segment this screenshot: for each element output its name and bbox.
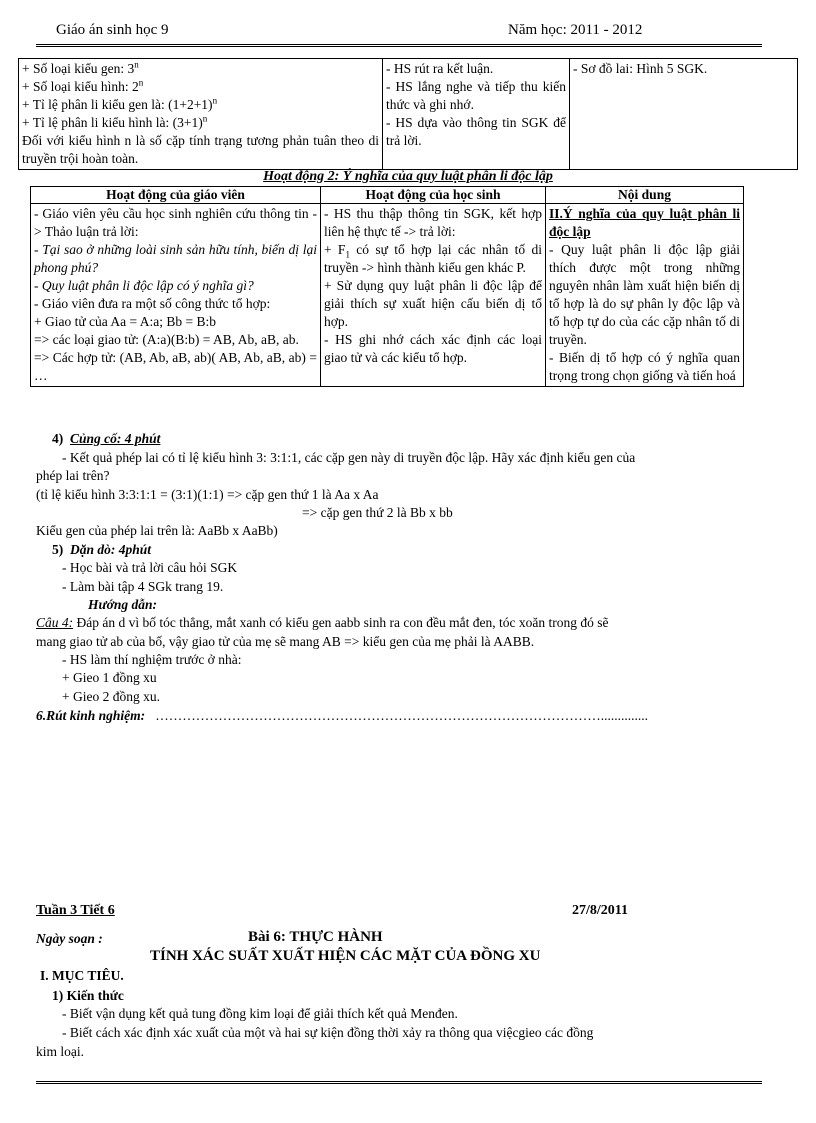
student-conclusion: - HS rút ra kết luận. <box>386 61 494 76</box>
cungco-line-2: phép lai trên? <box>36 468 110 483</box>
teacher-p1: - Giáo viên yêu cầu học sinh nghiên cứu thông tin -> Thảo luận trả lời: <box>34 206 317 239</box>
kien-thuc-3: kim loại. <box>36 1044 84 1059</box>
student-p4: - HS ghi nhớ cách xác định các loại giao tử và các kiểu tổ hợp. <box>324 332 542 365</box>
week-label: Tuần 3 Tiết 6 <box>36 903 115 918</box>
student-activity <box>321 204 546 387</box>
diagram-reference: - Sơ đồ lai: Hình 5 SGK. <box>573 61 708 76</box>
dando-line-4: + Gieo 1 đồng xu <box>62 670 157 685</box>
cungco-line-5: Kiểu gen của phép lai trên là: AaBb x AaBb) <box>36 523 278 538</box>
student-listen: - HS lắng nghe và tiếp thu kiến thức và ghi nhớ. <box>386 79 566 112</box>
kien-thuc: 1) Kiến thức <box>52 988 124 1003</box>
lesson-date: 27/8/2011 <box>572 903 629 918</box>
cau4-line-1: Câu 4: Đáp án d vì bố tóc thẳng, mắt xanh có kiểu gen aabb sinh ra con đều mắt đen, tóc xoăn trong đó sẽ <box>36 615 609 630</box>
student-answer: - HS dựa vào thông tin SGK để trả lời. <box>386 115 566 148</box>
phenotype-ratio-line: + Tỉ lệ phân li kiểu hình là: $(3+1)^n$ <box>22 113 208 130</box>
content-p1: - Quy luật phân li độc lập giải thích được một trong những nguyên nhân làm xuất hiện biến dị tổ hợp là do sự phân ly độc lập và tổ hợp tự do của các cặp nhân tố di truyền. <box>549 242 740 347</box>
student-p2: + $F_1$ có sự tổ hợp lại các nhân tố di truyền -> hình thành kiểu gen khác P. <box>324 242 543 275</box>
dando-line-5: + Gieo 2 đồng xu. <box>62 689 160 704</box>
cau4-line-2: mang giao tử ab của bố, vậy giao tử của mẹ sẽ mang AB => kiểu gen của mẹ phải là AABB. <box>36 634 535 649</box>
footer-divider <box>36 1081 762 1084</box>
dando-heading: 5) Dặn dò: 4phút <box>52 542 152 557</box>
phenotype-types-line: + Số loại kiểu hình: 2$^n$ <box>22 77 144 94</box>
cungco-line-4: => cặp gen thứ 2 là Bb x bb <box>302 505 453 520</box>
student-cell <box>383 59 570 170</box>
genotype-ratio-line: + Tỉ lệ phân li kiểu gen là: $(1+2+1)^n$ <box>22 95 218 112</box>
huong-dan-heading: Hướng dẫn: <box>88 597 157 612</box>
teacher-p3: + Giao tử của Aa = A:a; Bb = B:b <box>34 314 217 329</box>
content-cell <box>570 59 798 170</box>
header-subject: Giáo án sinh học 9 <box>56 22 169 38</box>
header-school-year: Năm học: 2011 - 2012 <box>508 22 643 38</box>
teacher-p4: => các loại giao tử: (A:a)(B:b) = AB, Ab, aB, ab. <box>34 332 299 347</box>
note-line: Đối với kiểu hình n là số cặp tính trạng tương phản tuân theo di truyền trội hoàn toàn. <box>22 133 379 166</box>
dando-line-2: - Làm bài tập 4 SGk trang 19. <box>62 579 224 594</box>
rut-kinh-nghiem: 6.Rút kinh nghiệm: ……………………………………………………………………………………….............. <box>36 708 649 723</box>
lesson-title-1: Bài 6: THỰC HÀNH <box>248 929 383 945</box>
activity-2-table <box>30 186 744 387</box>
content-p2: - Biến dị tổ hợp có ý nghĩa quan trọng trong chọn giống và tiến hoá <box>549 350 740 383</box>
student-p1: - HS thu thập thông tin SGK, kết hợp liên hệ thực tế -> trả lời: <box>324 206 542 239</box>
cungco-line-3: (tỉ lệ kiểu hình 3:3:1:1 = (3:1)(1:1) => cặp gen thứ 1 là Aa x Aa <box>36 487 379 502</box>
header-teacher: Hoạt động của giáo viên <box>31 187 321 204</box>
kien-thuc-1: - Biết vận dụng kết quả tung đồng kim loại để giải thích kết quả Menđen. <box>62 1006 458 1021</box>
cungco-heading: 4) Củng cố: 4 phút <box>52 431 161 446</box>
teacher-cell <box>19 59 383 170</box>
dando-line-3: - HS làm thí nghiệm trước ở nhà: <box>62 652 242 667</box>
activity-table-continued <box>18 58 798 170</box>
kien-thuc-2: - Biết cách xác định xác xuất của một và hai sự kiện đồng thời xảy ra thông qua việcgieo các đồng <box>62 1025 594 1040</box>
header-content: Nội dung <box>546 187 744 204</box>
content-title: II.Ý nghĩa của quy luật phân li độc lập <box>549 206 740 239</box>
teacher-q1: - Tại sao ở những loài sinh sản hữu tính, biến dị lại phong phú? <box>34 242 317 275</box>
section-2-title: Hoạt động 2: Ý nghĩa của quy luật phân li độc lập <box>263 169 553 184</box>
teacher-p5: => Các hợp tử: (AB, Ab, aB, ab)( AB, Ab, aB, ab) = … <box>34 350 317 383</box>
ngay-soan: Ngày soạn : <box>36 931 103 946</box>
teacher-activity <box>31 204 321 387</box>
teacher-q2: - Quy luật phân li độc lập có ý nghĩa gì? <box>34 278 254 293</box>
cungco-line-1: - Kết quả phép lai có tỉ lệ kiểu hình 3: 3:1:1, các cặp gen này di truyền độc lập. Hãy xác định kiểu gen của <box>62 450 636 465</box>
gene-types-line: + Số loại kiểu gen: 3$^n$ <box>22 59 139 76</box>
header-divider <box>36 44 762 47</box>
lesson-title-2: TÍNH XÁC SUẤT XUẤT HIỆN CÁC MẶT CỦA ĐỒNG XU <box>150 948 541 964</box>
teacher-p2: - Giáo viên đưa ra một số công thức tổ hợp: <box>34 296 271 311</box>
student-p3: + Sử dụng quy luật phân li độc lập để giải thích sự xuất hiện cấu biến dị tổ hợp. <box>324 278 542 329</box>
content-activity <box>546 204 744 387</box>
muc-tieu: I. MỤC TIÊU. <box>40 968 124 983</box>
header-student: Hoạt động của học sinh <box>321 187 546 204</box>
dando-line-1: - Học bài và trả lời câu hỏi SGK <box>62 560 238 575</box>
